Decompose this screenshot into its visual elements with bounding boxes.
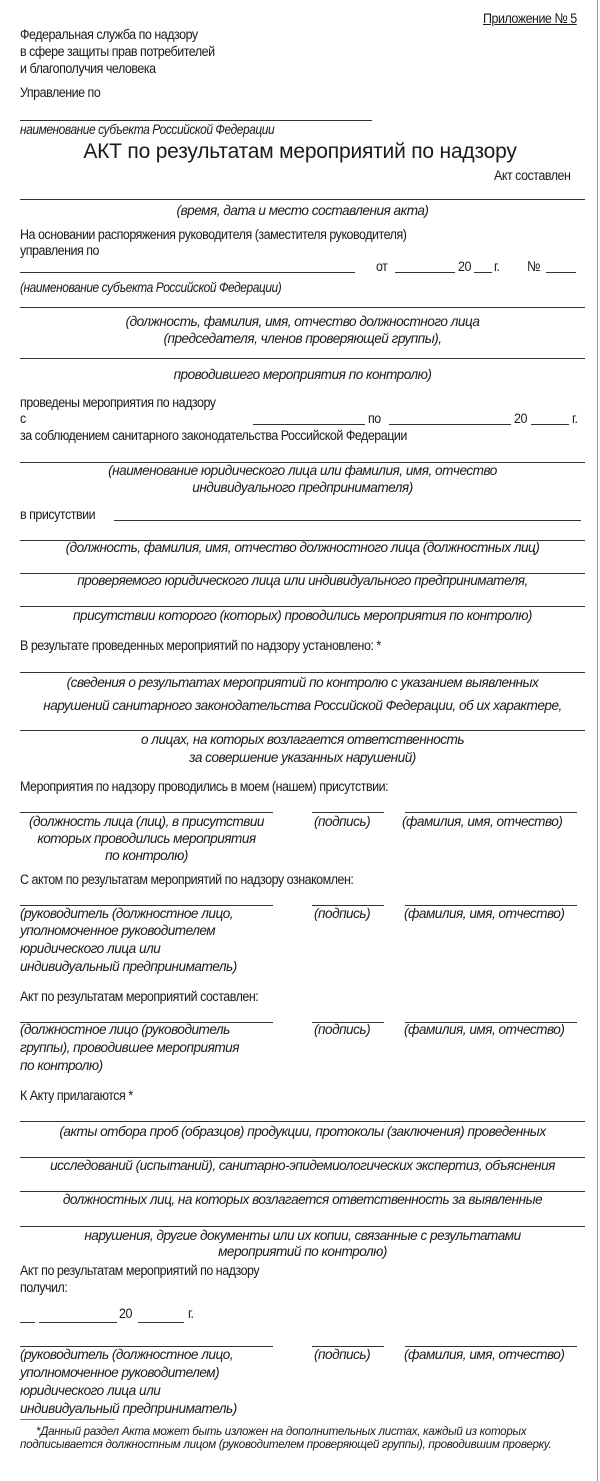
footnote-divider: [20, 1419, 115, 1420]
period-line-3: за соблюдением санитарного законодательства Российской Федерации: [20, 428, 407, 444]
acquainted-position-caption-1: (руководитель (должностное лицо,: [20, 906, 234, 921]
received-position-caption-4: индивидуальный предприниматель): [20, 1401, 237, 1416]
acquainted-signature-caption: (подпись): [314, 906, 371, 921]
presence-position-caption-3: по контролю): [105, 848, 188, 863]
footnote: *Данный раздел Акта может быть изложен на дополнительных листах, каждый из которых подписывается должностным лицом (руководителем проверяющей группы), проводившим проверку.: [20, 1425, 552, 1451]
page-edge: [597, 0, 598, 1481]
officials-field-1[interactable]: [20, 307, 585, 308]
acquainted-heading: С актом по результатам мероприятий по надзору ознакомлен:: [20, 872, 354, 888]
results-caption-2: нарушений санитарного законодательства Российской Федерации, об их характере,: [43, 698, 562, 713]
period-to-label: по: [368, 411, 381, 427]
basis-number-field[interactable]: [546, 272, 576, 273]
presence-signature-heading: Мероприятия по надзору проводились в моем (нашем) присутствии:: [20, 779, 389, 795]
present-caption-3: присутствии которого (которых) проводились мероприятия по контролю): [73, 608, 532, 623]
received-position-caption-1: (руководитель (должностное лицо,: [20, 1347, 234, 1362]
attachments-caption-5: мероприятий по контролю): [218, 1244, 387, 1259]
period-line-1: проведены мероприятия по надзору: [20, 395, 216, 411]
basis-subject-caption: (наименование субъекта Российской Федерации): [20, 280, 282, 295]
compiled-signature-caption: (подпись): [314, 1022, 371, 1037]
received-year-field[interactable]: [138, 1322, 184, 1323]
officials-caption-1: (должность, фамилия, имя, отчество должностного лица: [125, 314, 480, 329]
basis-line-1: На основании распоряжения руководителя (заместителя руководителя): [20, 227, 407, 243]
compiled-position-caption-2: группы), проводившее мероприятия: [20, 1040, 239, 1055]
attachments-caption-4: нарушения, другие документы или их копии, связанные с результатами: [84, 1228, 521, 1243]
received-position-caption-3: юридического лица или: [20, 1383, 161, 1398]
agency-line-3: и благополучия человека: [20, 61, 156, 77]
subject-caption: наименование субъекта Российской Федерации: [20, 122, 275, 137]
basis-year-prefix: 20: [458, 259, 471, 275]
time-place-caption: (время, дата и место составления акта): [176, 203, 429, 218]
results-caption-4: за совершение указанных нарушений): [189, 750, 416, 765]
received-signature-caption: (подпись): [314, 1347, 371, 1362]
basis-year-field[interactable]: [474, 272, 492, 273]
present-caption-1: (должность, фамилия, имя, отчество должностного лица (должностных лиц): [65, 540, 540, 555]
entity-caption-1: (наименование юридического лица или фамилия, имя, отчество: [108, 463, 497, 478]
results-caption-3: о лицах, на которых возлагается ответственность: [140, 732, 465, 747]
attachments-caption-3: должностных лиц, на которых возлагается ответственность за выявленные: [62, 1192, 543, 1207]
results-caption-1: (сведения о результатах мероприятий по контролю с указанием выявленных: [66, 675, 539, 690]
compiled-position-caption-3: по контролю): [20, 1058, 103, 1073]
officials-caption-2: (председателя, членов проверяющей группы),: [163, 331, 442, 346]
presence-field[interactable]: [114, 520, 581, 521]
period-end-field[interactable]: [389, 424, 511, 425]
received-line-2: получил:: [20, 1280, 68, 1296]
received-year-suffix: г.: [188, 1306, 194, 1322]
received-name-caption: (фамилия, имя, отчество): [404, 1347, 565, 1362]
agency-line-2: в сфере защиты прав потребителей: [20, 44, 215, 60]
basis-from-label: от: [376, 259, 388, 275]
compiled-heading: Акт по результатам мероприятий составлен:: [20, 989, 259, 1005]
agency-line-1: Федеральная служба по надзору: [20, 27, 198, 43]
officials-caption-3: проводившего мероприятия по контролю): [173, 367, 432, 382]
entity-caption-2: индивидуального предпринимателя): [192, 480, 413, 495]
attachments-label: К Акту прилагаются *: [20, 1088, 133, 1104]
basis-date-field[interactable]: [395, 272, 455, 273]
period-year-prefix: 20: [514, 411, 527, 427]
basis-number-sign: №: [527, 259, 540, 275]
basis-year-suffix: г.: [494, 259, 500, 275]
compiled-position-caption-1: (должностное лицо (руководитель: [20, 1022, 230, 1037]
presence-position-caption-1: (должность лица (лиц), в присутствии: [29, 814, 264, 829]
results-field-1[interactable]: [20, 672, 585, 673]
present-caption-2: проверяемого юридического лица или индивидуального предпринимателя,: [77, 573, 528, 588]
basis-line-2: управления по: [20, 243, 99, 259]
period-from-label: с: [20, 411, 26, 427]
appendix-label: Приложение № 5: [483, 11, 577, 27]
attachments-caption-1: (акты отбора проб (образцов) продукции, протоколы (заключения) проведенных: [59, 1124, 546, 1139]
attachments-caption-2: исследований (испытаний), санитарно-эпидемиологических экспертиз, объяснения: [50, 1158, 555, 1173]
received-position-caption-2: уполномоченное руководителем): [20, 1365, 220, 1380]
period-start-field[interactable]: [253, 424, 365, 425]
period-year-suffix: г.: [572, 411, 578, 427]
presence-signature-caption: (подпись): [314, 814, 371, 829]
received-day-field[interactable]: [20, 1322, 35, 1323]
period-year-field[interactable]: [531, 424, 569, 425]
presence-label: в присутствии: [20, 507, 96, 523]
act-compiled-label: Акт составлен: [494, 168, 571, 184]
acquainted-name-caption: (фамилия, имя, отчество): [404, 906, 565, 921]
presence-position-caption-2: которых проводились мероприятия: [37, 831, 256, 846]
received-month-field[interactable]: [39, 1322, 117, 1323]
officials-field-2[interactable]: [20, 358, 585, 359]
received-line-1: Акт по результатам мероприятий по надзору: [20, 1263, 260, 1279]
page-title: АКТ по результатам мероприятий по надзору: [83, 140, 517, 163]
basis-subject-field[interactable]: [20, 272, 355, 273]
time-place-field[interactable]: [20, 199, 585, 200]
department-label: Управление по: [20, 85, 101, 101]
results-label: В результате проведенных мероприятий по надзору установлено: *: [20, 638, 381, 654]
compiled-name-caption: (фамилия, имя, отчество): [404, 1022, 565, 1037]
presence-name-caption: (фамилия, имя, отчество): [402, 814, 563, 829]
received-year-prefix: 20: [119, 1306, 132, 1322]
attachments-field-1[interactable]: [20, 1121, 585, 1122]
acquainted-position-caption-2: уполномоченное руководителем: [20, 923, 216, 938]
acquainted-position-caption-4: индивидуальный предприниматель): [20, 959, 237, 974]
acquainted-position-caption-3: юридического лица или: [20, 941, 161, 956]
